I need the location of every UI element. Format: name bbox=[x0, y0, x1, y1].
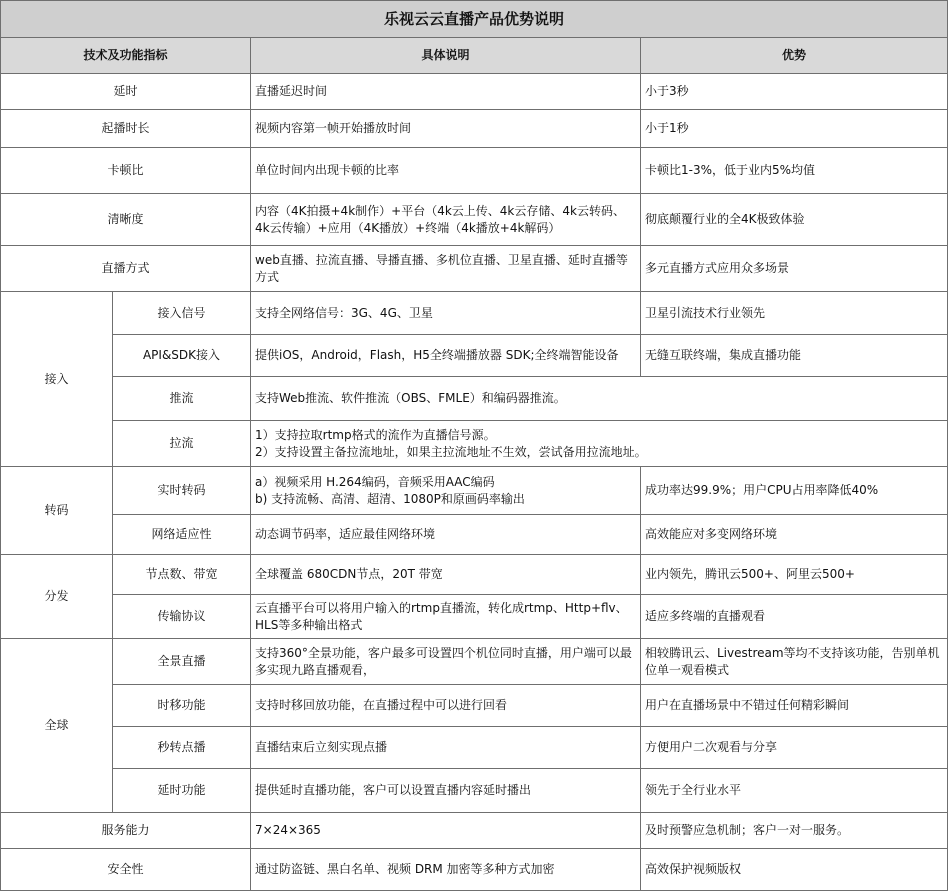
advantage-cell: 方便用户二次观看与分享 bbox=[641, 727, 948, 769]
header-metric: 技术及功能指标 bbox=[1, 38, 251, 74]
metric-cell: 延时功能 bbox=[113, 769, 251, 813]
table-row bbox=[1, 595, 948, 639]
table-row bbox=[1, 377, 948, 421]
advantage-cell: 及时预警应急机制；客户一对一服务。 bbox=[641, 813, 948, 849]
metric-cell: 秒转点播 bbox=[113, 727, 251, 769]
description-cell: 通过防盗链、黑白名单、视频 DRM 加密等多种方式加密 bbox=[251, 849, 641, 891]
table-row bbox=[1, 148, 948, 194]
table-row bbox=[1, 246, 948, 292]
metric-cell: 卡顿比 bbox=[1, 148, 251, 194]
advantage-cell: 用户在直播场景中不错过任何精彩瞬间 bbox=[641, 685, 948, 727]
description-cell: 内容（4K拍摄+4k制作）+平台（4k云上传、4k云存储、4k云转码、4k云传输）+应用（4K播放）+终端（4k播放+4k解码） bbox=[251, 194, 641, 246]
metric-cell: 延时 bbox=[1, 74, 251, 110]
table-row bbox=[1, 515, 948, 555]
description-line: b) 支持流畅、高清、超清、1080P和原画码率输出 bbox=[255, 491, 525, 506]
table-title: 乐视云云直播产品优势说明 bbox=[1, 1, 948, 38]
metric-cell: 清晰度 bbox=[1, 194, 251, 246]
group-cell-transcode: 转码 bbox=[1, 467, 113, 555]
table-row bbox=[1, 74, 948, 110]
table-row bbox=[1, 813, 948, 849]
advantage-cell: 无缝互联终端，集成直播功能 bbox=[641, 335, 948, 377]
description-line: a）视频采用 H.264编码，音频采用AAC编码 bbox=[255, 474, 495, 489]
description-cell: 云直播平台可以将用户输入的rtmp直播流，转化成rtmp、Http+flv、HLS等多种输出格式 bbox=[251, 595, 641, 639]
description-cell: 支持360°全景功能，客户最多可设置四个机位同时直播，用户端可以最多实现九路直播观看， bbox=[251, 639, 641, 685]
table-row bbox=[1, 467, 948, 515]
group-cell-access: 接入 bbox=[1, 292, 113, 467]
advantage-cell: 适应多终端的直播观看 bbox=[641, 595, 948, 639]
table-row bbox=[1, 335, 948, 377]
metric-cell: 网络适应性 bbox=[113, 515, 251, 555]
advantage-cell: 业内领先，腾讯云500+、阿里云500+ bbox=[641, 555, 948, 595]
advantage-cell: 卫星引流技术行业领先 bbox=[641, 292, 948, 335]
description-cell: 直播延迟时间 bbox=[251, 74, 641, 110]
advantage-cell: 小于1秒 bbox=[641, 110, 948, 148]
description-line: 2）支持设置主备拉流地址，如果主拉流地址不生效，尝试备用拉流地址。 bbox=[255, 444, 647, 459]
group-cell-distribution: 分发 bbox=[1, 555, 113, 639]
description-cell: 直播结束后立刻实现点播 bbox=[251, 727, 641, 769]
description-cell: 提供延时直播功能，客户可以设置直播内容延时播出 bbox=[251, 769, 641, 813]
metric-cell: 全景直播 bbox=[113, 639, 251, 685]
header-description: 具体说明 bbox=[251, 38, 641, 74]
metric-cell: 接入信号 bbox=[113, 292, 251, 335]
description-cell: 支持Web推流、软件推流（OBS、FMLE）和编码器推流。 bbox=[251, 377, 948, 421]
metric-cell: 安全性 bbox=[1, 849, 251, 891]
advantage-cell: 卡顿比1-3%，低于业内5%均值 bbox=[641, 148, 948, 194]
header-advantage: 优势 bbox=[641, 38, 948, 74]
table-row bbox=[1, 194, 948, 246]
table-row bbox=[1, 685, 948, 727]
metric-cell: 推流 bbox=[113, 377, 251, 421]
advantage-cell: 彻底颠覆行业的全4K极致体验 bbox=[641, 194, 948, 246]
metric-cell: 起播时长 bbox=[1, 110, 251, 148]
description-cell: 提供iOS，Android，Flash，H5全终端播放器 SDK;全终端智能设备 bbox=[251, 335, 641, 377]
description-cell: 动态调节码率，适应最佳网络环境 bbox=[251, 515, 641, 555]
table-row bbox=[1, 555, 948, 595]
description-cell: web直播、拉流直播、导播直播、多机位直播、卫星直播、延时直播等方式 bbox=[251, 246, 641, 292]
advantage-cell: 多元直播方式应用众多场景 bbox=[641, 246, 948, 292]
metric-cell: 节点数、带宽 bbox=[113, 555, 251, 595]
metric-cell: 时移功能 bbox=[113, 685, 251, 727]
metric-cell: 直播方式 bbox=[1, 246, 251, 292]
description-cell bbox=[251, 421, 948, 467]
description-cell: 全球覆盖 680CDN节点，20T 带宽 bbox=[251, 555, 641, 595]
table-row bbox=[1, 421, 948, 467]
description-cell: 视频内容第一帧开始播放时间 bbox=[251, 110, 641, 148]
advantage-cell: 高效能应对多变网络环境 bbox=[641, 515, 948, 555]
advantage-cell: 高效保护视频版权 bbox=[641, 849, 948, 891]
description-cell bbox=[251, 467, 641, 515]
table-row bbox=[1, 639, 948, 685]
advantage-cell: 成功率达99.9%；用户CPU占用率降低40% bbox=[641, 467, 948, 515]
metric-cell: 传输协议 bbox=[113, 595, 251, 639]
table-row bbox=[1, 110, 948, 148]
description-line: 1）支持拉取rtmp格式的流作为直播信号源。 bbox=[255, 427, 496, 442]
description-cell: 支持全网络信号：3G、4G、卫星 bbox=[251, 292, 641, 335]
table-row bbox=[1, 849, 948, 891]
metric-cell: 实时转码 bbox=[113, 467, 251, 515]
metric-cell: API&SDK接入 bbox=[113, 335, 251, 377]
description-cell: 支持时移回放功能，在直播过程中可以进行回看 bbox=[251, 685, 641, 727]
table-row bbox=[1, 292, 948, 335]
advantage-cell: 小于3秒 bbox=[641, 74, 948, 110]
metric-cell: 服务能力 bbox=[1, 813, 251, 849]
advantage-cell: 领先于全行业水平 bbox=[641, 769, 948, 813]
metric-cell: 拉流 bbox=[113, 421, 251, 467]
advantage-cell: 相较腾讯云、Livestream等均不支持该功能，告别单机位单一观看模式 bbox=[641, 639, 948, 685]
table-row bbox=[1, 727, 948, 769]
description-cell: 单位时间内出现卡顿的比率 bbox=[251, 148, 641, 194]
description-cell: 7×24×365 bbox=[251, 813, 641, 849]
group-cell-global: 全球 bbox=[1, 639, 113, 813]
table-row bbox=[1, 769, 948, 813]
